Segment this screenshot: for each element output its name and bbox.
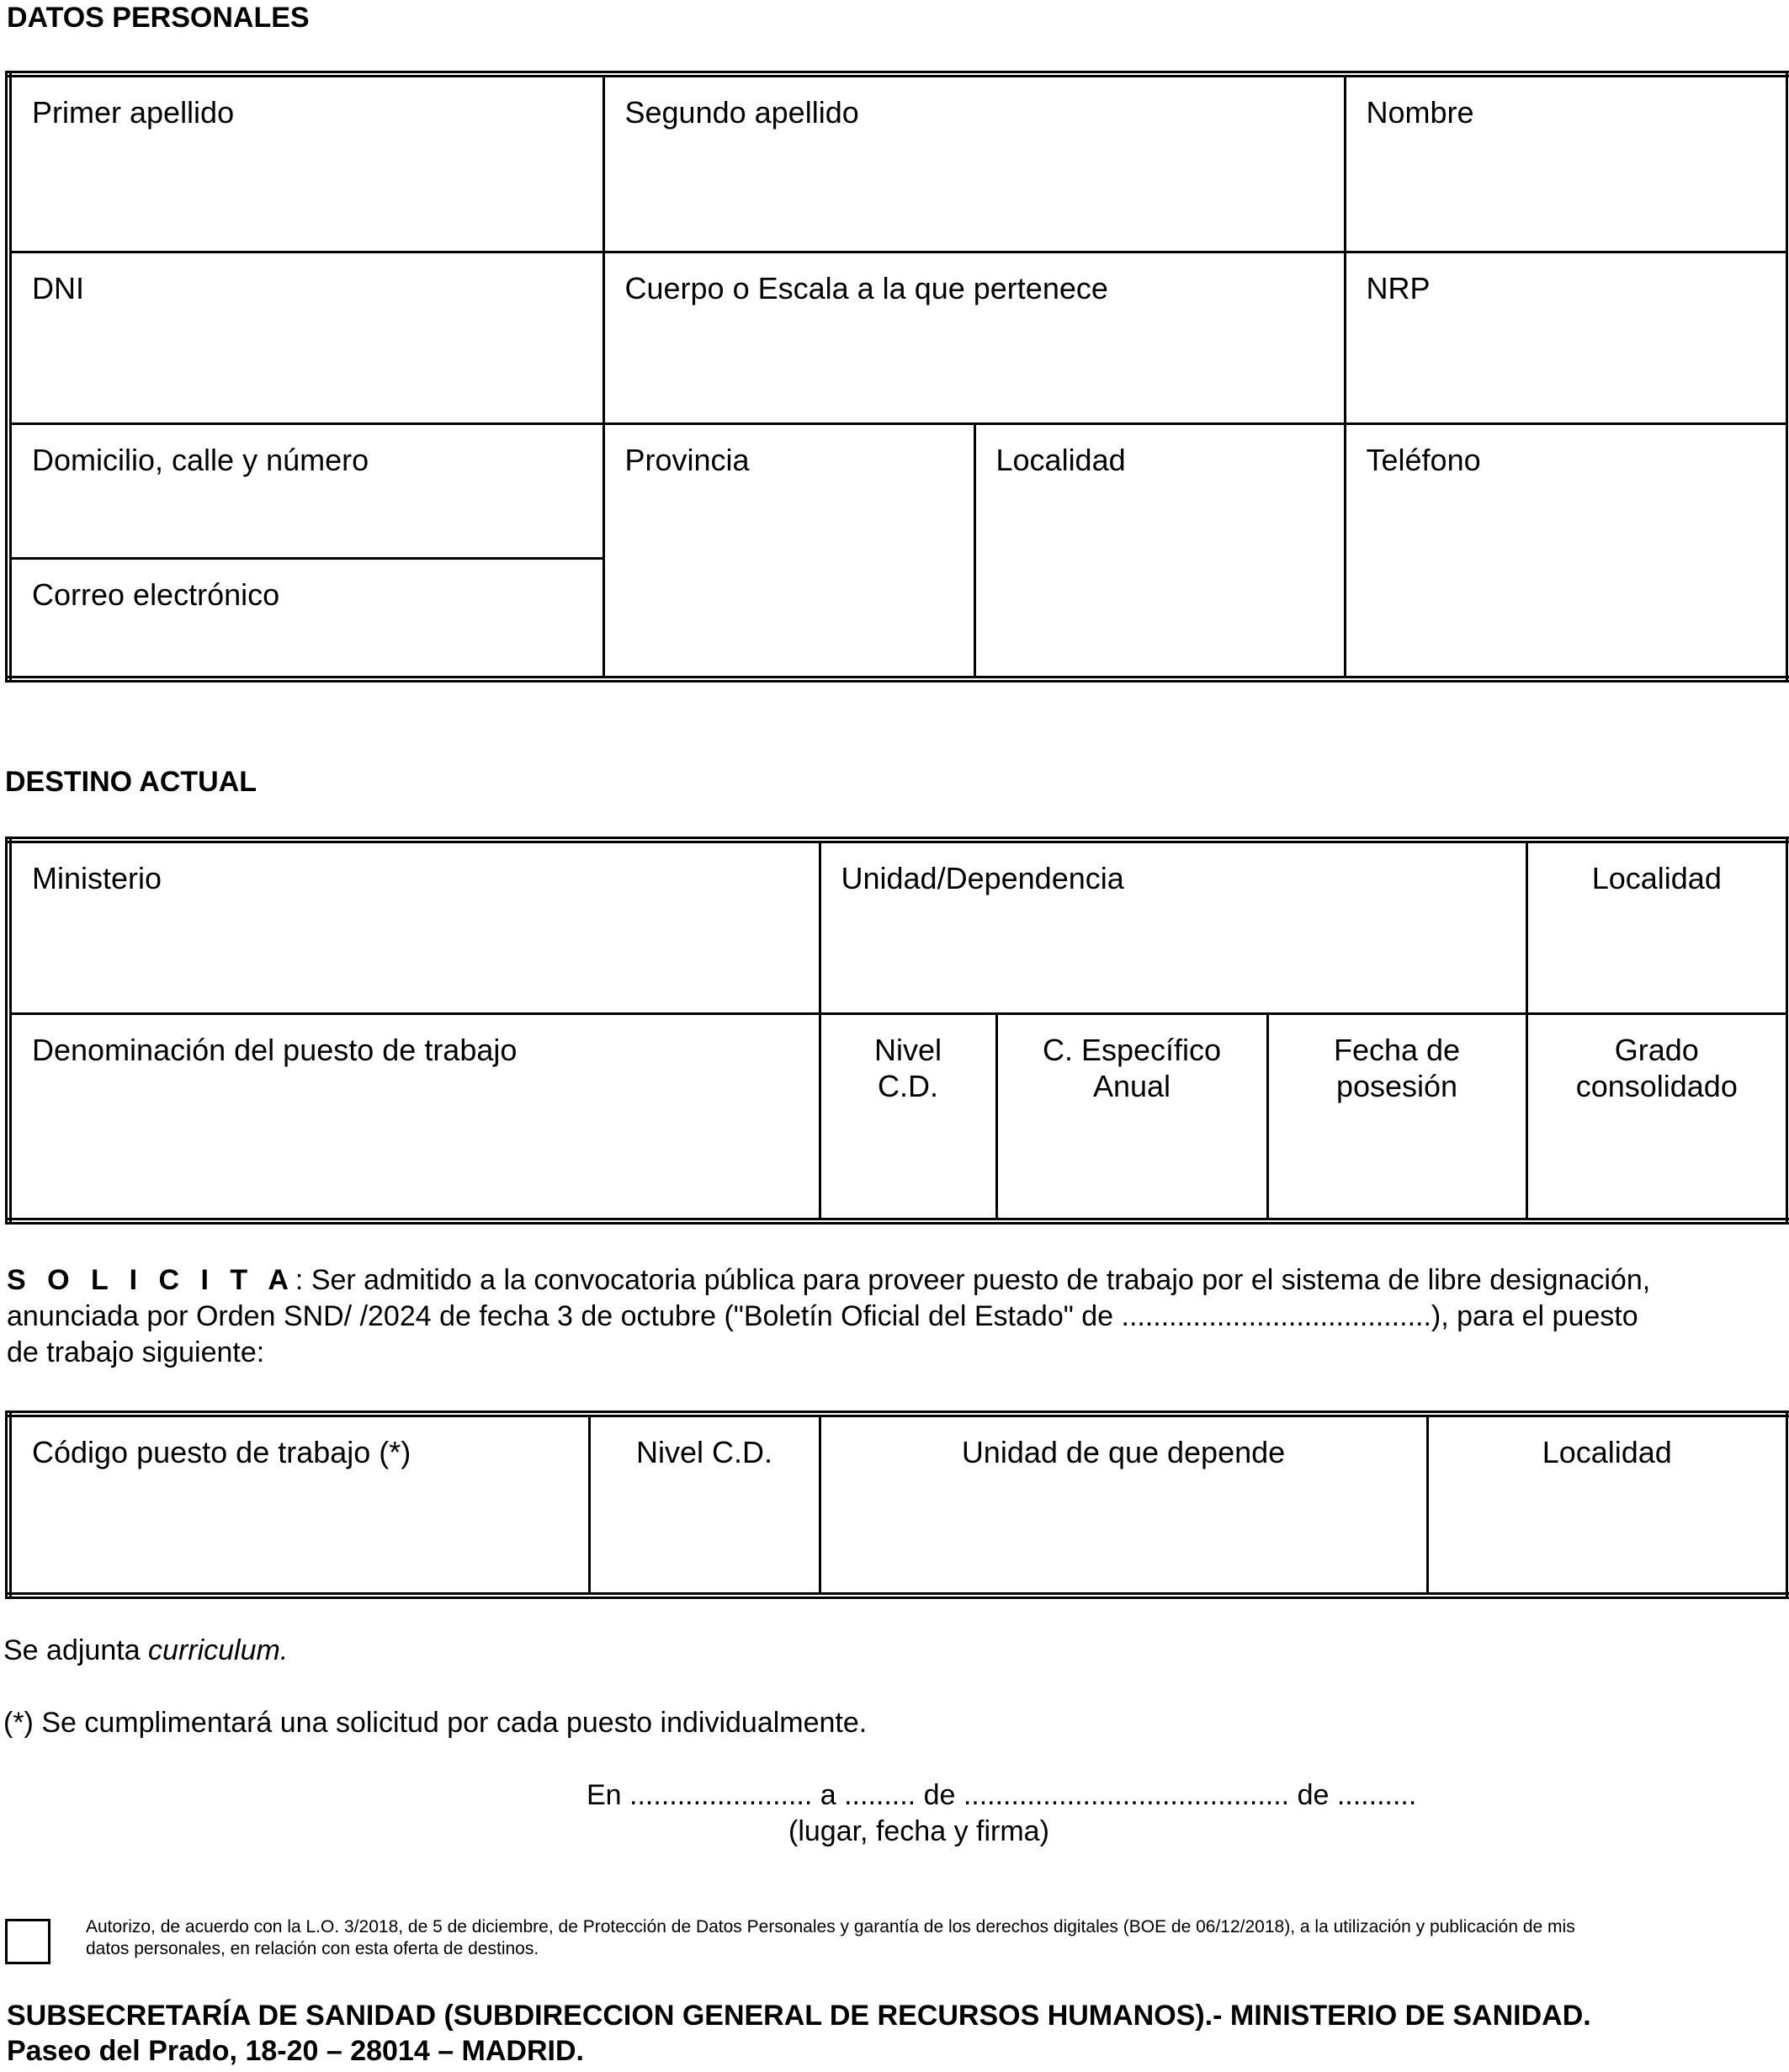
fecha-posesion-field[interactable] [1267,1013,1526,1221]
solicita-label: S O L I C I T A [7,1264,295,1296]
telefono-label: Teléfono [1366,442,1481,477]
autorizo-text [86,1916,1786,1960]
nombre-label: Nombre [1366,95,1474,130]
footer [7,1998,1591,2069]
provincia-field[interactable] [603,423,974,679]
ministerio-label: Ministerio [32,861,162,895]
codigo-puesto-label: Código puesto de trabajo (*) [32,1435,411,1469]
datos-personales-title: DATOS PERSONALES [7,2,310,34]
autorizo-line-1: Autorizo, de acuerdo con la L.O. 3/2018, de 5 de diciembre, de Protección de Datos Personales y garantía de los derechos digitales (BOE de 06/12/2018), a la utilización y publicación de mis [86,1917,1575,1937]
solicita-text-1: : Ser admitido a la convocatoria pública para proveer puesto de trabajo por el sistema de libre designación, [295,1264,1651,1296]
localidad-label: Localidad [995,442,1126,477]
solicita-line-3: de trabajo siguiente: [7,1336,265,1368]
autorizo-checkbox[interactable] [5,1919,50,1964]
nrp-label: NRP [1366,270,1431,305]
unidad-dependencia-field[interactable] [820,840,1526,1013]
domicilio-field[interactable] [8,423,603,558]
destino-actual-table [5,837,1789,1225]
dni-label: DNI [32,270,84,305]
nivel-label: Nivel [873,1032,942,1067]
localidad-actual-field[interactable] [1526,840,1789,1013]
anual-label: Anual [1092,1068,1171,1103]
cd-label: C.D. [878,1068,938,1103]
especifico-field[interactable] [996,1013,1267,1221]
footer-line-1: SUBSECRETARÍA DE SANIDAD (SUBDIRECCION GENERAL DE RECURSOS HUMANOS).- MINISTERIO DE SANIDAD. [7,2000,1591,2032]
unidad-dependencia-label: Unidad/Dependencia [841,861,1124,895]
segundo-apellido-label: Segundo apellido [624,95,859,130]
nrp-field[interactable] [1345,252,1789,423]
nivel-puesto-label: Nivel C.D. [635,1435,773,1469]
localidad-actual-label: Localidad [1591,861,1722,895]
denominacion-field[interactable] [8,1013,820,1221]
grado-field[interactable] [1526,1013,1789,1221]
telefono-field[interactable] [1345,423,1789,679]
especifico-label: C. Específico [1042,1032,1222,1067]
nivel-puesto-field[interactable] [589,1414,820,1596]
denominacion-label: Denominación del puesto de trabajo [32,1032,518,1067]
primer-apellido-field[interactable] [8,74,603,252]
provincia-label: Provincia [624,442,750,477]
solicita-line-2: anunciada por Orden SND/ /2024 de fecha 3 de octubre ("Boletín Oficial del Estado" de .......................................), para el puesto [7,1300,1638,1332]
dni-field[interactable] [8,252,603,423]
firma-caption: (lugar, fecha y firma) [788,1815,1049,1847]
firma-line[interactable]: En ....................... a ......... de ......................................... de .......... [587,1779,1417,1811]
nivel-cd-field[interactable] [820,1013,996,1221]
cuerpo-label: Cuerpo o Escala a la que pertenece [624,270,1108,305]
domicilio-label: Domicilio, calle y número [32,442,369,477]
curriculum-word: curriculum. [148,1634,289,1666]
correo-field[interactable] [8,558,603,679]
localidad-puesto-field[interactable] [1427,1414,1789,1596]
footer-line-2: Paseo del Prado, 18-20 – 28014 – MADRID. [7,2035,584,2067]
puesto-table [5,1411,1789,1599]
destino-actual-title: DESTINO ACTUAL [5,766,257,798]
ministerio-field[interactable] [8,840,820,1013]
fecha-label: Fecha de [1333,1032,1461,1067]
localidad-puesto-label: Localidad [1542,1435,1672,1469]
nombre-field[interactable] [1345,74,1789,252]
solicita-paragraph [7,1262,1782,1371]
solicita-line-1 [7,1262,1782,1299]
primer-apellido-label: Primer apellido [32,95,235,130]
datos-personales-table [5,71,1789,683]
correo-label: Correo electrónico [32,576,280,612]
curriculum-line [3,1633,288,1669]
codigo-puesto-field[interactable] [8,1414,589,1596]
nota-line: (*) Se cumplimentará una solicitud por cada puesto individualmente. [3,1707,868,1739]
posesion-label: posesión [1335,1068,1458,1103]
consolidado-label: consolidado [1575,1068,1738,1103]
segundo-apellido-field[interactable] [603,74,1345,252]
localidad-field[interactable] [974,423,1345,679]
curriculum-prefix: Se adjunta [3,1634,149,1666]
grado-label: Grado [1614,1032,1699,1067]
unidad-depende-field[interactable] [820,1414,1427,1596]
cuerpo-field[interactable] [603,252,1345,423]
autorizo-line-2: datos personales, en relación con esta oferta de destinos. [86,1939,539,1958]
unidad-depende-label: Unidad de que depende [961,1435,1286,1469]
